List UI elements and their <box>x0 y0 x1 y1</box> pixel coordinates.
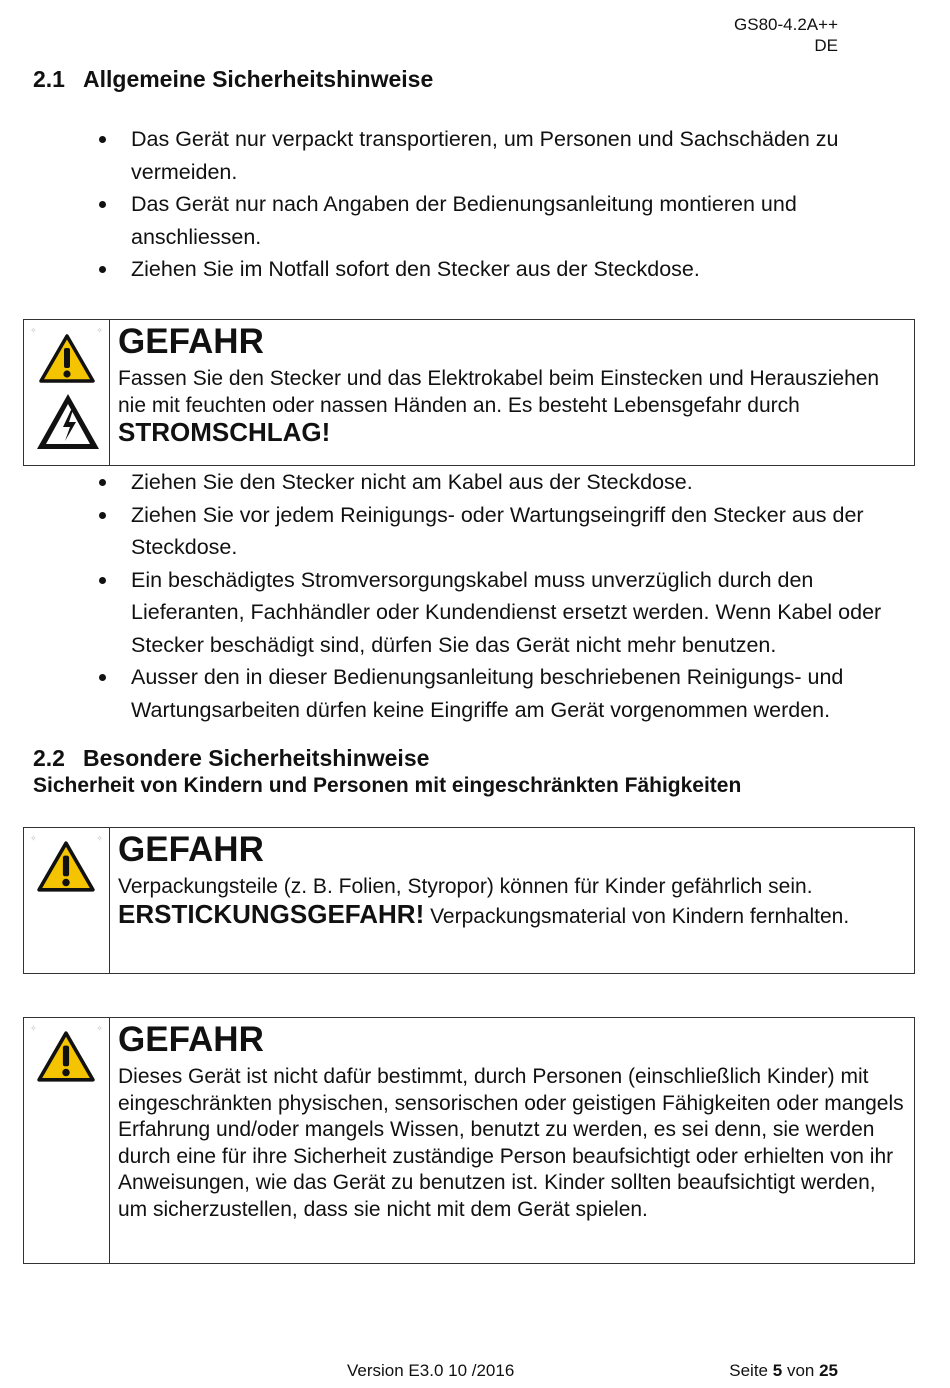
danger-content <box>118 322 906 449</box>
section-subtitle: Sicherheit von Kindern und Personen mit eingeschränkten Fähigkeiten <box>33 774 742 797</box>
danger-title: GEFAHR <box>118 830 264 869</box>
danger-title: GEFAHR <box>118 1020 264 1059</box>
warning-triangle-icon <box>36 1030 96 1084</box>
bullet-icon <box>99 577 106 584</box>
danger-text: Verpackungsteile (z. B. Folien, Styropor) können für Kinder gefährlich sein. ERSTICKUNGSGEFAHR! Verpackungsmaterial von Kindern fernhalten. <box>118 875 850 929</box>
danger-content <box>118 1020 906 1223</box>
model-number: GS80-4.2A++ <box>734 15 838 34</box>
list-item: Ziehen Sie im Notfall sofort den Stecker aus der Steckdose. <box>0 253 911 286</box>
danger-text: Dieses Gerät ist nicht dafür bestimmt, durch Personen (einschließlich Kinder) mit eingeschränkten physischen, sensorischen oder geistigen Fähigkeiten oder mangels Erfahrung und/oder mangels Wissen, benutzt zu werden, es sei denn, sie werden durch eine für ihre Sicherheit zuständige Person beaufsichtigt oder erhielten von ihr Anweisungen, wie das Gerät zu benutzen ist. Kinder sollten beaufsichtigt werden, um sicherzustellen, dass sie nicht mit dem Gerät spielen. <box>118 1065 904 1221</box>
bullet-icon <box>99 512 106 519</box>
bullet-icon <box>99 136 106 143</box>
total-pages: 25 <box>819 1361 838 1380</box>
bullet-icon <box>99 201 106 208</box>
bullet-icon <box>99 479 106 486</box>
section-heading-2-2 <box>33 745 429 772</box>
icon-column: ✧ ✧ <box>24 828 110 973</box>
danger-content <box>118 830 906 930</box>
section-title: Besondere Sicherheitshinweise <box>83 745 430 771</box>
document-header <box>734 14 838 56</box>
current-page: 5 <box>772 1361 783 1380</box>
danger-text: Fassen Sie den Stecker und das Elektrokabel beim Einstecken und Herausziehen nie mit feuchten oder nassen Händen an. Es besteht Lebensgefahr durch STROMSCHLAG! <box>118 367 880 447</box>
bullet-list-bottom <box>0 466 911 726</box>
list-item: Das Gerät nur verpackt transportieren, um Personen und Sachschäden zu vermeiden. <box>0 123 911 188</box>
section-heading-2-1 <box>33 66 433 93</box>
bullet-icon <box>99 674 106 681</box>
danger-emphasis: ERSTICKUNGSGEFAHR! <box>118 898 425 929</box>
bullet-icon <box>99 266 106 273</box>
icon-column: ✧ ✧ <box>24 1018 110 1263</box>
list-item: Das Gerät nur nach Angaben der Bedienungsanleitung montieren und anschliessen. <box>0 188 911 253</box>
electric-hazard-icon <box>35 392 101 452</box>
list-item: Ziehen Sie den Stecker nicht am Kabel aus der Steckdose. <box>0 466 911 499</box>
language-code: DE <box>814 36 838 55</box>
version-label: Version E3.0 10 /2016 <box>347 1361 515 1380</box>
danger-box-electric <box>23 319 915 466</box>
danger-box-children <box>23 1017 915 1264</box>
warning-triangle-icon <box>36 840 96 894</box>
section-title: Allgemeine Sicherheitshinweise <box>83 66 434 92</box>
list-item: Ein beschädigtes Stromversorgungskabel muss unverzüglich durch den Lieferanten, Fachhändler oder Kundendienst ersetzt werden. Wenn Kabel oder Stecker beschädigt sind, dürfen Sie das Gerät nicht mehr benutzen. <box>0 564 911 662</box>
list-item: Ausser den in dieser Bedienungsanleitung beschriebenen Reinigungs- und Wartungsarbeiten dürfen keine Eingriffe am Gerät vorgenommen werden. <box>0 661 911 726</box>
page-number: Seite 5 von 25 <box>729 1361 838 1380</box>
bullet-list-top <box>0 123 911 286</box>
danger-box-suffocation <box>23 827 915 974</box>
section-number: 2.1 <box>33 66 65 92</box>
danger-title: GEFAHR <box>118 322 264 361</box>
danger-emphasis: STROMSCHLAG! <box>118 417 331 447</box>
warning-triangle-icon <box>38 333 96 385</box>
list-item: Ziehen Sie vor jedem Reinigungs- oder Wartungseingriff den Stecker aus der Steckdose. <box>0 499 911 564</box>
icon-column: ✧ ✧ <box>24 320 110 465</box>
section-number: 2.2 <box>33 745 65 771</box>
